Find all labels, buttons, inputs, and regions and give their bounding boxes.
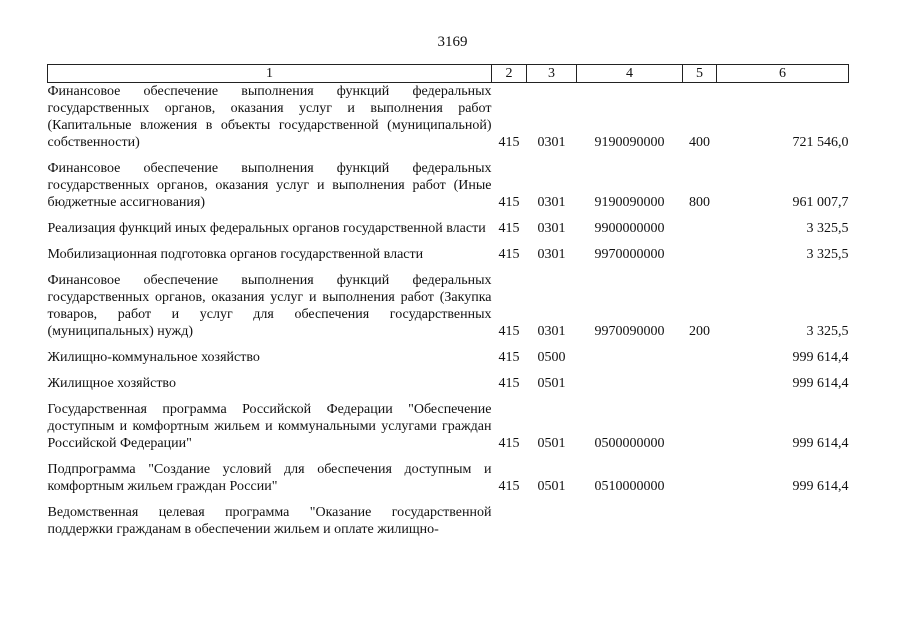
- row-name: Мобилизационная подготовка органов государственной власти: [47, 247, 424, 262]
- row-section-code: 0501: [537, 479, 566, 494]
- table-row: [48, 401, 849, 452]
- row-section-code: 0301: [537, 221, 566, 236]
- row-ministry-code: 415: [498, 195, 520, 210]
- row-target-code: [577, 504, 683, 538]
- row-expense-type: 200: [689, 324, 710, 339]
- row-spacer: [48, 452, 849, 461]
- row-spacer: [48, 151, 849, 160]
- table-row: [48, 160, 849, 211]
- row-expense-type: 800: [689, 195, 710, 210]
- row-expense-type: [683, 401, 717, 452]
- row-amount: 721 546,0: [792, 135, 849, 150]
- table-row: [48, 246, 849, 263]
- row-target-code: 0510000000: [594, 479, 665, 494]
- row-expense-type: [683, 220, 717, 237]
- row-ministry-code: 415: [498, 350, 520, 365]
- row-section-code: 0301: [537, 324, 566, 339]
- row-expense-type: 400: [689, 135, 710, 150]
- row-name: Реализация функций иных федеральных органов государственной власти: [47, 221, 486, 236]
- row-section-code: [527, 504, 577, 538]
- row-ministry-code: [492, 504, 527, 538]
- row-section-code: 0501: [537, 436, 566, 451]
- row-name: Финансовое обеспечение выполнения функций федеральных государственных органов, оказания услуг и выполнения работ (Иные бюджетные ассигнования): [47, 161, 492, 210]
- table-row: [48, 220, 849, 237]
- row-target-code: 9900000000: [594, 221, 665, 236]
- row-ministry-code: 415: [498, 479, 520, 494]
- row-section-code: 0500: [537, 350, 566, 365]
- row-ministry-code: 415: [498, 221, 520, 236]
- row-amount: 999 614,4: [792, 436, 849, 451]
- header-col-3: 3: [527, 65, 577, 83]
- header-col-4: 4: [577, 65, 683, 83]
- row-spacer: [48, 263, 849, 272]
- row-ministry-code: 415: [498, 135, 520, 150]
- header-col-1: 1: [48, 65, 492, 83]
- row-name: Государственная программа Российской Федерации "Обеспечение доступным и комфортным жильем и коммунальными услугами граждан Российской Федерации": [47, 402, 492, 451]
- row-ministry-code: 415: [498, 376, 520, 391]
- row-target-code: [577, 375, 683, 392]
- row-amount: 3 325,5: [806, 324, 849, 339]
- row-spacer: [48, 340, 849, 349]
- row-ministry-code: 415: [498, 324, 520, 339]
- row-amount: 999 614,4: [792, 376, 849, 391]
- row-section-code: 0301: [537, 247, 566, 262]
- table-row: [48, 504, 849, 538]
- row-section-code: 0301: [537, 195, 566, 210]
- page-number: 3169: [437, 34, 468, 50]
- row-expense-type: [683, 349, 717, 366]
- row-target-code: 9970090000: [594, 324, 665, 339]
- column-number-header: [48, 65, 849, 83]
- row-name: Финансовое обеспечение выполнения функций федеральных государственных органов, оказания услуг и выполнения работ (Капитальные вложения в объекты государственной (муниципальной) собственности): [47, 84, 492, 150]
- table-row: [48, 272, 849, 340]
- row-section-code: 0501: [537, 376, 566, 391]
- row-ministry-code: 415: [498, 247, 520, 262]
- table-row: [48, 375, 849, 392]
- row-amount: 3 325,5: [806, 221, 849, 236]
- row-target-code: 9190090000: [594, 135, 665, 150]
- budget-table: [47, 64, 849, 538]
- row-ministry-code: 415: [498, 436, 520, 451]
- header-col-5: 5: [683, 65, 717, 83]
- row-expense-type: [683, 246, 717, 263]
- header-col-2: 2: [492, 65, 527, 83]
- row-name: Жилищное хозяйство: [47, 376, 176, 391]
- header-col-6: 6: [717, 65, 849, 83]
- row-amount: 999 614,4: [792, 350, 849, 365]
- row-amount: 961 007,7: [792, 195, 849, 210]
- table-row: [48, 83, 849, 152]
- row-amount: 999 614,4: [792, 479, 849, 494]
- row-amount: 3 325,5: [806, 247, 849, 262]
- row-amount: [717, 504, 849, 538]
- row-spacer: [48, 392, 849, 401]
- row-expense-type: [683, 461, 717, 495]
- row-expense-type: [683, 504, 717, 538]
- row-target-code: 9970000000: [594, 247, 665, 262]
- row-target-code: [577, 349, 683, 366]
- row-spacer: [48, 366, 849, 375]
- row-spacer: [48, 237, 849, 246]
- table-row: [48, 349, 849, 366]
- row-section-code: 0301: [537, 135, 566, 150]
- row-expense-type: [683, 375, 717, 392]
- row-name: Финансовое обеспечение выполнения функций федеральных государственных органов, оказания услуг и выполнения работ (Закупка товаров, работ и услуг для обеспечения государственных (муниципальных) нужд): [47, 273, 492, 339]
- row-name: Ведомственная целевая программа "Оказание государственной поддержки гражданам в обеспечении жильем и оплате жилищно-: [47, 505, 492, 537]
- row-target-code: 0500000000: [594, 436, 665, 451]
- row-name: Жилищно-коммунальное хозяйство: [47, 350, 260, 365]
- row-target-code: 9190090000: [594, 195, 665, 210]
- table-row: [48, 461, 849, 495]
- row-name: Подпрограмма "Создание условий для обеспечения доступным и комфортным жильем граждан России": [47, 462, 492, 494]
- row-spacer: [48, 495, 849, 504]
- row-spacer: [48, 211, 849, 220]
